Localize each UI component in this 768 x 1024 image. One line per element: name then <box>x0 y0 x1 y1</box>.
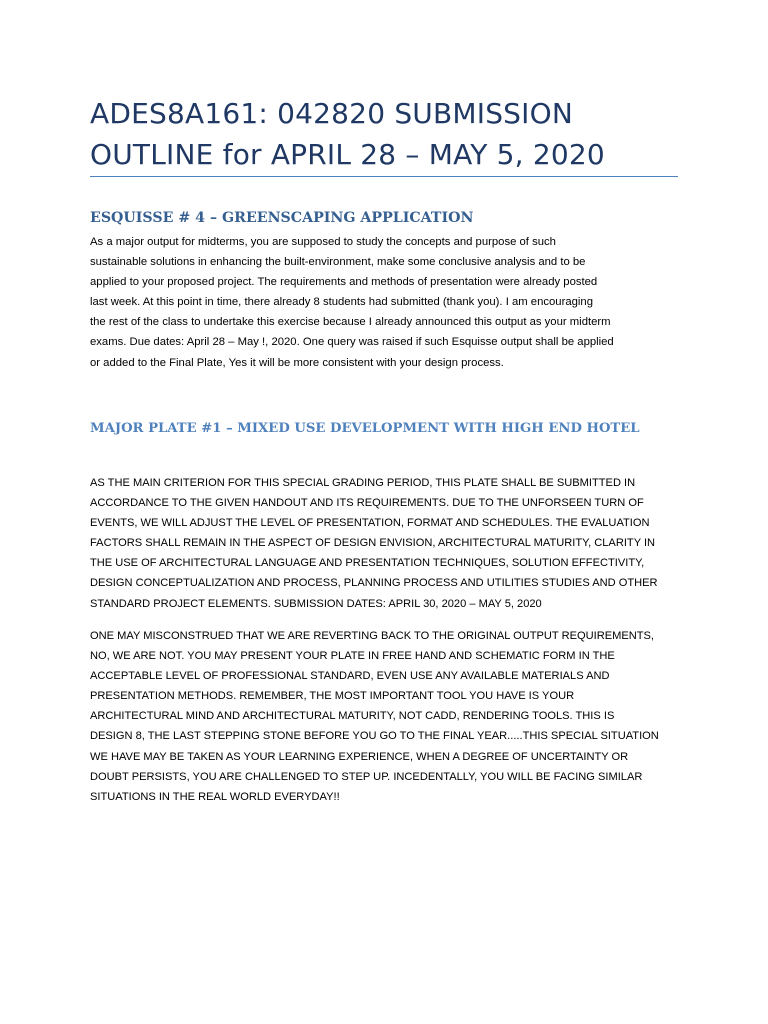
paragraph-line: exams. Due dates: April 28 – May !, 2020. One query was raised if such Esquisse output shall be applied <box>90 336 614 349</box>
page-title-line-1: ADES8A161: 042820 SUBMISSION <box>90 97 573 130</box>
section-major-plate-paragraph-1 <box>90 473 690 614</box>
paragraph-line: STANDARD PROJECT ELEMENTS. SUBMISSION DATES: APRIL 30, 2020 – MAY 5, 2020 <box>90 597 542 610</box>
paragraph-line: SITUATIONS IN THE REAL WORLD EVERYDAY!! <box>90 790 340 803</box>
paragraph-line: ARCHITECTURAL MIND AND ARCHITECTURAL MATURITY, NOT CADD, RENDERING TOOLS. THIS IS <box>90 710 615 723</box>
section-major-plate-paragraph-2 <box>90 626 690 807</box>
section-esquisse-paragraph <box>90 232 690 373</box>
paragraph-line: ACCORDANCE TO THE GIVEN HANDOUT AND ITS REQUIREMENTS. DUE TO THE UNFORSEEN TURN OF <box>90 497 644 510</box>
page-title-line-2: OUTLINE for APRIL 28 – MAY 5, 2020 <box>90 138 605 171</box>
paragraph-line: applied to your proposed project. The requirements and methods of presentation were already posted <box>90 276 598 289</box>
paragraph-line: AS THE MAIN CRITERION FOR THIS SPECIAL GRADING PERIOD, THIS PLATE SHALL BE SUBMITTED IN <box>90 477 636 489</box>
paragraph-line: sustainable solutions in enhancing the built-environment, make some conclusive analysis and to be <box>90 256 586 269</box>
title-divider <box>90 176 678 177</box>
section-heading-esquisse: ESQUISSE # 4 – GREENSCAPING APPLICATION <box>90 210 474 226</box>
section-heading-major-plate: MAJOR PLATE #1 – MIXED USE DEVELOPMENT WITH HIGH END HOTEL <box>90 421 640 436</box>
paragraph-line: DESIGN CONCEPTUALIZATION AND PROCESS, PLANNING PROCESS AND UTILITIES STUDIES AND OTHER <box>90 577 658 590</box>
paragraph-line: or added to the Final Plate, Yes it will be more consistent with your design process. <box>90 356 504 369</box>
paragraph-line: DOUBT PERSISTS, YOU ARE CHALLENGED TO STEP UP. INCEDENTALLY, YOU WILL BE FACING SIMILAR <box>90 770 643 783</box>
paragraph-line: As a major output for midterms, you are supposed to study the concepts and purpose of such <box>90 236 556 248</box>
paragraph-line: the rest of the class to undertake this exercise because I already announced this output as your midterm <box>90 316 611 329</box>
paragraph-line: DESIGN 8, THE LAST STEPPING STONE BEFORE YOU GO TO THE FINAL YEAR.....THIS SPECIAL SITUATION <box>90 730 659 743</box>
paragraph-line: EVENTS, WE WILL ADJUST THE LEVEL OF PRESENTATION, FORMAT AND SCHEDULES. THE EVALUATION <box>90 517 650 530</box>
paragraph-line: THE USE OF ARCHITECTURAL LANGUAGE AND PRESENTATION TECHNIQUES, SOLUTION EFFECTIVITY, <box>90 557 645 570</box>
paragraph-line: PRESENTATION METHODS. REMEMBER, THE MOST IMPORTANT TOOL YOU HAVE IS YOUR <box>90 690 575 703</box>
paragraph-line: NO, WE ARE NOT. YOU MAY PRESENT YOUR PLATE IN FREE HAND AND SCHEMATIC FORM IN THE <box>90 650 615 663</box>
paragraph-line: ACCEPTABLE LEVEL OF PROFESSIONAL STANDARD, EVEN USE ANY AVAILABLE MATERIALS AND <box>90 670 610 683</box>
page-title <box>90 93 690 175</box>
paragraph-line: last week. At this point in time, there already 8 students had submitted (thank you). I am encouraging <box>90 296 593 309</box>
paragraph-line: ONE MAY MISCONSTRUED THAT WE ARE REVERTING BACK TO THE ORIGINAL OUTPUT REQUIREMENTS, <box>90 630 655 642</box>
paragraph-line: FACTORS SHALL REMAIN IN THE ASPECT OF DESIGN ENVISION, ARCHITECTURAL MATURITY, CLARITY IN <box>90 537 656 550</box>
paragraph-line: WE HAVE MAY BE TAKEN AS YOUR LEARNING EXPERIENCE, WHEN A DEGREE OF UNCERTAINTY OR <box>90 750 629 763</box>
